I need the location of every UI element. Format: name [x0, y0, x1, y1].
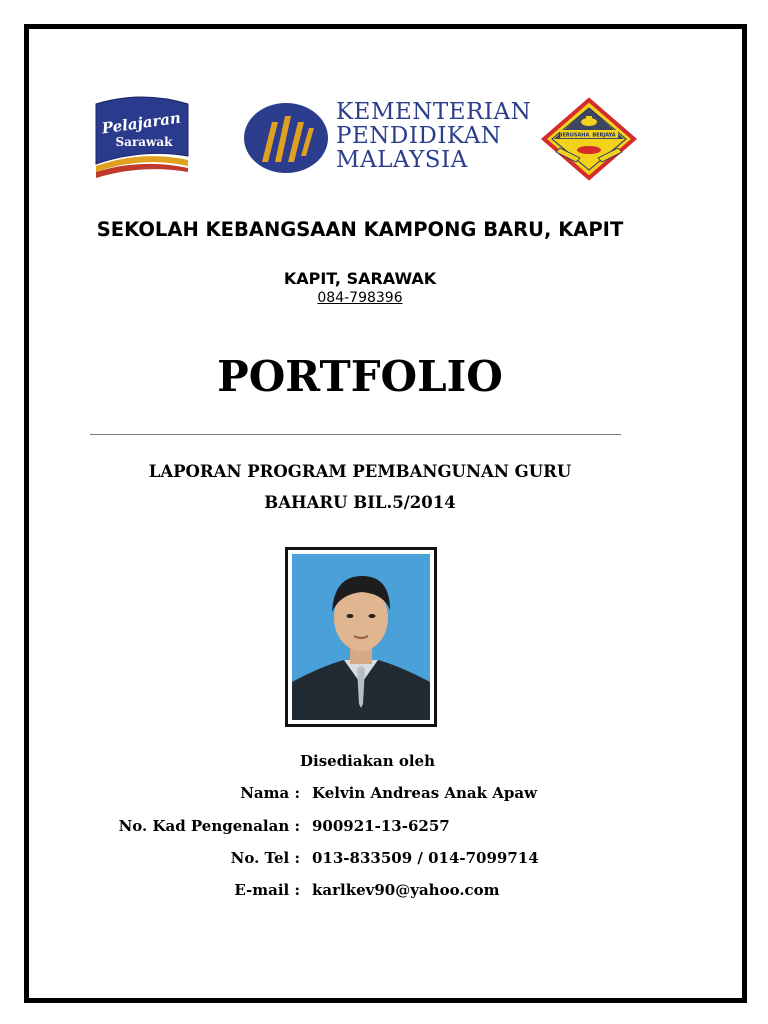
phone-label: No. Tel :	[230, 849, 300, 867]
prepared-by-heading: Disediakan oleh	[300, 752, 435, 770]
school-name: SEKOLAH KEBANGSAAN KAMPONG BARU, KAPIT	[96, 218, 624, 241]
report-title-line-1: LAPORAN PROGRAM PEMBANGUNAN GURU	[148, 462, 572, 481]
kpm-wordmark	[336, 100, 531, 172]
portrait-photo	[285, 547, 437, 727]
ic-value: 900921-13-6257	[312, 817, 450, 835]
name-label: Nama :	[240, 784, 300, 802]
pelajaran-sarawak-logo	[92, 94, 192, 180]
document-title: PORTFOLIO	[217, 352, 503, 401]
kpm-line-3: MALAYSIA	[336, 147, 468, 173]
email-label: E-mail :	[234, 881, 300, 899]
divider	[90, 434, 621, 435]
pelajaran-logo-text-2: Sarawak	[115, 135, 173, 149]
phone-value: 013-833509 / 014-7099714	[312, 849, 539, 867]
report-title	[60, 456, 660, 518]
kpm-line-2: PENDIDIKAN	[336, 123, 502, 149]
pelajaran-logo-text-1: Pelajaran	[100, 108, 182, 138]
school-crest-motto-right: BERJAYA	[592, 132, 616, 139]
name-value: Kelvin Andreas Anak Apaw	[312, 784, 537, 802]
ic-label: No. Kad Pengenalan :	[118, 817, 300, 835]
school-crest-motto-left: BERUSAHA	[558, 132, 590, 139]
kpm-line-1: KEMENTERIAN	[336, 99, 532, 125]
report-title-line-2: BAHARU BIL.5/2014	[264, 493, 456, 512]
kpm-emblem	[242, 100, 330, 176]
school-crest	[540, 96, 638, 182]
email-value: karlkev90@yahoo.com	[312, 881, 500, 899]
school-phone: 084-798396	[317, 290, 403, 306]
school-location: KAPIT, SARAWAK	[283, 269, 437, 288]
